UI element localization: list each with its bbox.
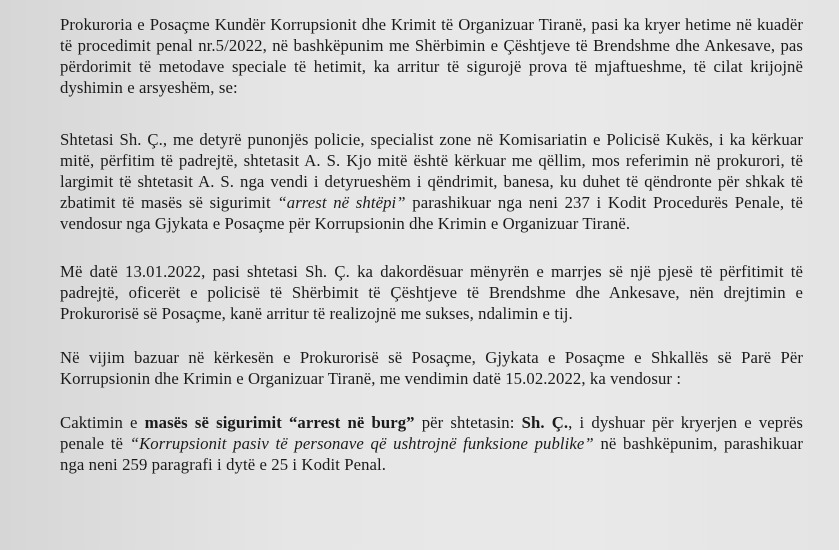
paragraph-text: Më datë 13.01.2022, pasi shtetasi Sh. Ç. ka dakordësuar mënyrën e marrjes së një pjesë të përfitimit të padrejtë, oficerët e policisë të Shërbimit të Çështjeve të Brendshme dhe Ankesave, nën drejtimin e Prokurorisë së Posaçme, kanë arritur të realizojnë me sukses, ndalimin e tij. [60, 262, 803, 323]
paragraph-text: , i dyshuar për kryerjen e veprës penale të [60, 413, 803, 453]
paragraph-measure [60, 412, 803, 475]
measure-prison-arrest: masës së sigurimit “arrest në burg” [144, 413, 415, 432]
paragraph-accusation [60, 129, 803, 234]
paragraph-text: Caktimin e [60, 413, 145, 432]
paragraph-court-decision [60, 347, 803, 389]
paragraph-text: për shtetasin: [414, 413, 522, 432]
offense-name: “Korrupsionit pasiv të personave që ushtrojnë funksione publike” [129, 434, 594, 453]
quoted-measure-house-arrest: “arrest në shtëpi” [277, 193, 406, 212]
paragraph-text: Shtetasi Sh. Ç., me detyrë punonjës policie, specialist zone në Komisariatin e Policisë Kukës, i ka kërkuar mitë, përfitim të padrejtë, shtetasit A. S. Kjo mitë është kërkuar me qëllim, mos referimin në prokurori, të largimit të shtetasit A. S. nga vendi i detyrueshëm i qëndrimit, banesa, ku duhet të qëndronte për shkak të zbatimit të masës së sigurimit [60, 130, 803, 212]
suspect-initials: Sh. Ç. [521, 413, 569, 432]
paragraph-arrest [60, 261, 803, 324]
paragraph-text: Prokuroria e Posaçme Kundër Korrupsionit dhe Krimit të Organizuar Tiranë, pasi ka kryer hetime në kuadër të procedimit penal nr.5/2022, në bashkëpunim me Shërbimin e Çështjeve të Brendshme dhe Ankesave, pas përdorimit të metodave speciale të hetimit, ka arritur të sigurojë prova të mjaftueshme, të cilat krijojnë dyshimin e arsyeshëm, se: [60, 15, 803, 97]
paragraph-text: Në vijim bazuar në kërkesën e Prokurorisë së Posaçme, Gjykata e Posaçme e Shkallës së Parë Për Korrupsionin dhe Krimin e Organizuar Tiranë, me vendimin datë 15.02.2022, ka vendosur : [60, 348, 803, 388]
paragraph-intro [60, 14, 803, 98]
paragraph-text: parashikuar nga neni 237 i Kodit Procedurës Penale, të vendosur nga Gjykata e Posaçme për Korrupsionin dhe Krimin e Organizuar Tiranë. [60, 193, 803, 233]
paragraph-text: në bashkëpunim, parashikuar nga neni 259 paragrafi i dytë e 25 i Kodit Penal. [60, 434, 803, 474]
